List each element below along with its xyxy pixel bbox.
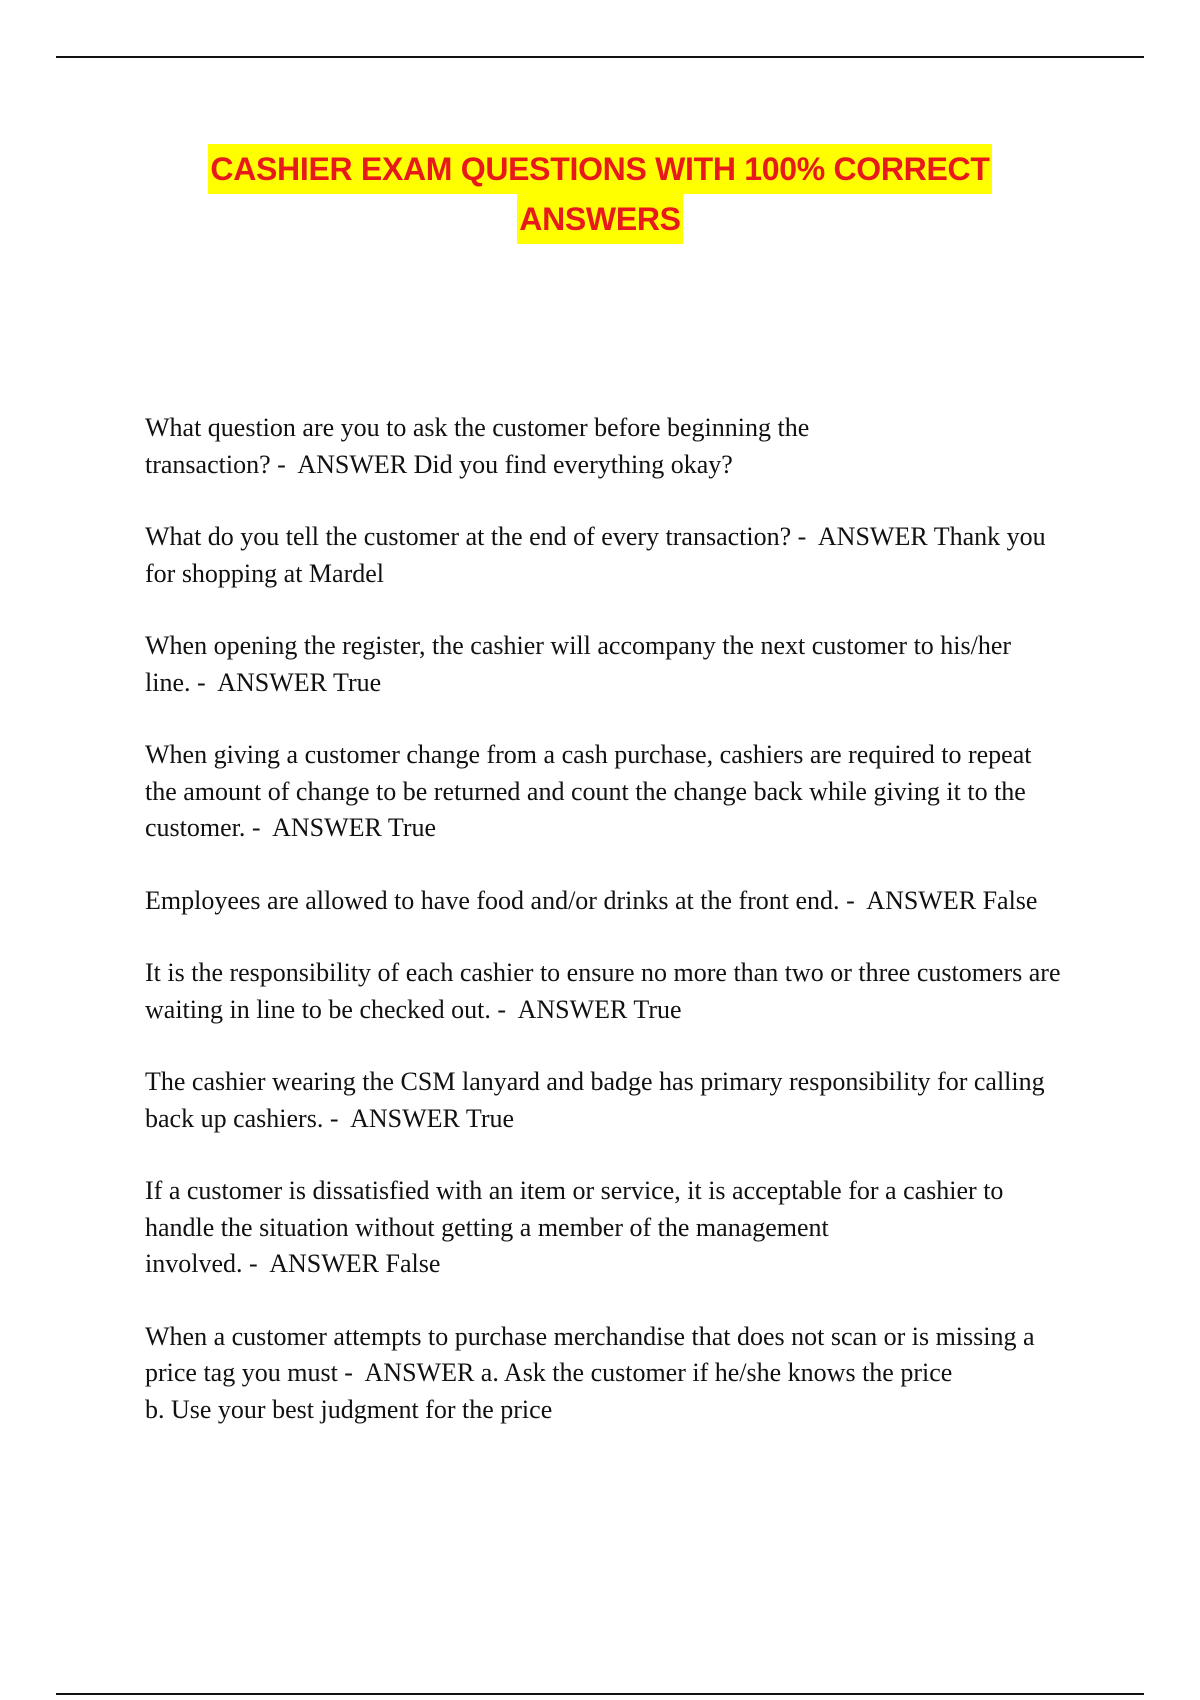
answer-text: ANSWER True xyxy=(517,994,682,1024)
qa-list xyxy=(145,410,1065,1464)
qa-item-9 xyxy=(145,1319,1065,1429)
question-text: What do you tell the customer at the end of every transaction? - xyxy=(145,522,818,551)
answer-text: ANSWER True xyxy=(272,813,437,842)
answer-text: ANSWER a. Ask the customer if he/she knows the price xyxy=(364,1358,953,1387)
question-text: What question are you to ask the customer before beginning the transaction? - xyxy=(145,413,809,479)
answer-text: ANSWER Did you find everything okay? xyxy=(297,449,733,479)
answer-text: ANSWER Thank you for shopping at Mardel xyxy=(145,522,1046,588)
answer-text: ANSWER True xyxy=(350,1103,515,1133)
qa-item-6 xyxy=(145,955,1065,1028)
qa-item-7 xyxy=(145,1064,1065,1137)
question-text: Employees are allowed to have food and/or drinks at the front end. - xyxy=(145,886,866,915)
qa-item-5 xyxy=(145,883,1065,920)
answer-text: ANSWER True xyxy=(217,667,382,697)
question-text: When opening the register, the cashier will accompany the next customer to his/her line. - xyxy=(145,631,1011,697)
bottom-rule xyxy=(56,1693,1144,1695)
document-title xyxy=(0,144,1200,244)
answer-text: ANSWER False xyxy=(866,885,1038,915)
qa-item-2 xyxy=(145,519,1065,592)
top-rule xyxy=(56,56,1144,58)
qa-item-4 xyxy=(145,737,1065,847)
question-text: When giving a customer change from a cash purchase, cashiers are required to repeat the amount of change to be returned and count the change back while giving it to the customer. - xyxy=(145,740,1032,842)
answer-option-b: b. Use your best judgment for the price xyxy=(145,1394,553,1424)
question-text: When a customer attempts to purchase merchandise that does not scan or is missing a price tag you must - xyxy=(145,1322,1035,1388)
qa-item-3 xyxy=(145,628,1065,701)
title-line-2: ANSWERS xyxy=(517,194,682,244)
answer-text: ANSWER False xyxy=(269,1249,441,1278)
qa-item-1 xyxy=(145,410,1065,483)
title-line-1: CASHIER EXAM QUESTIONS WITH 100% CORRECT xyxy=(208,144,991,194)
question-text: If a customer is dissatisfied with an item or service, it is acceptable for a cashier to handle the situation without getting a member of the management involved. - xyxy=(145,1176,1003,1278)
question-text: The cashier wearing the CSM lanyard and badge has primary responsibility for calling back up cashiers. - xyxy=(145,1067,1045,1133)
qa-item-8 xyxy=(145,1173,1065,1283)
question-text: It is the responsibility of each cashier to ensure no more than two or three customers are waiting in line to be checked out. - xyxy=(145,958,1060,1024)
